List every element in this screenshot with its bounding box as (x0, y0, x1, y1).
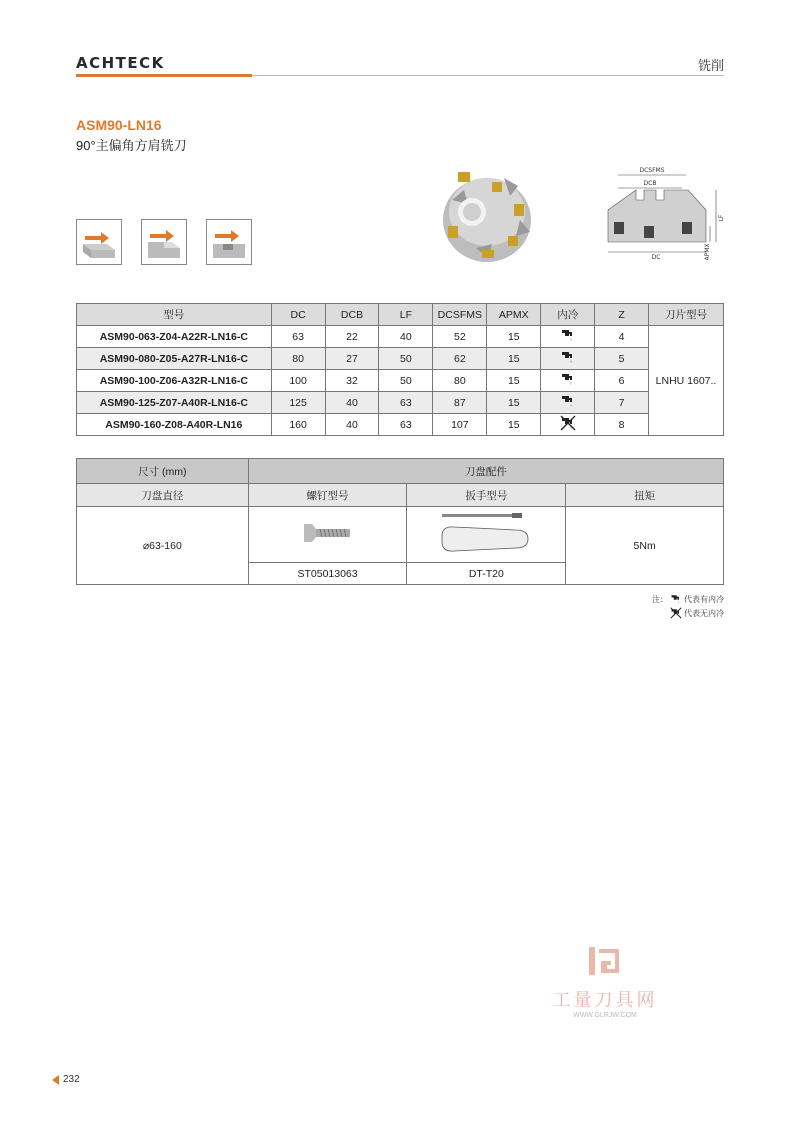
model-cell: ASM90-063-Z04-A22R-LN16-C (77, 326, 272, 348)
product-title: ASM90-LN16 (76, 117, 162, 133)
wrench-icon (407, 507, 566, 563)
insert-cell: LNHU 1607.. (649, 326, 724, 436)
z-cell: 4 (595, 326, 649, 348)
dcsfms-label: DCSFMS (639, 167, 665, 174)
dcb-cell: 27 (325, 348, 379, 370)
dcb-cell: 40 (325, 414, 379, 436)
col-header: LF (379, 304, 433, 326)
parts-table (76, 458, 724, 585)
col-diameter: 刀盘直径 (77, 484, 249, 507)
col-header: 内冷 (541, 304, 595, 326)
lf-cell: 50 (379, 348, 433, 370)
note-with-text: 代表有内冷 (684, 594, 724, 604)
watermark-logo (585, 945, 625, 977)
model-cell: ASM90-160-Z08-A40R-LN16 (77, 414, 272, 436)
dcsfms-cell: 62 (433, 348, 487, 370)
page-number (52, 1074, 80, 1085)
dcb-cell: 22 (325, 326, 379, 348)
dcb-cell: 40 (325, 392, 379, 414)
shoulder-milling-icon (141, 219, 187, 265)
header-accent-bar (76, 74, 252, 77)
col-screw: 螺钉型号 (248, 484, 407, 507)
note-prefix: 注： (652, 594, 668, 604)
apmx-cell: 15 (487, 392, 541, 414)
dc-cell: 63 (271, 326, 325, 348)
col-header: DC (271, 304, 325, 326)
col-wrench: 扳手型号 (407, 484, 566, 507)
internal-coolant-icon (670, 593, 682, 605)
watermark (540, 945, 670, 1019)
face-milling-icon (76, 219, 122, 265)
section-label: 铣削 (697, 58, 724, 73)
table-row (77, 348, 724, 370)
brand-logo: ACHTECK (76, 54, 165, 72)
note-without-coolant (670, 607, 724, 619)
dcsfms-cell: 80 (433, 370, 487, 392)
watermark-url: WWW.GLRJW.COM (573, 1012, 637, 1019)
internal-coolant-icon (541, 326, 595, 348)
wrench-cell: DT-T20 (407, 563, 566, 585)
dcsfms-cell: 52 (433, 326, 487, 348)
dc-cell: 125 (271, 392, 325, 414)
model-cell: ASM90-100-Z06-A32R-LN16-C (77, 370, 272, 392)
apmx-cell: 15 (487, 414, 541, 436)
no-internal-coolant-icon (670, 607, 682, 619)
dcb-cell: 32 (325, 370, 379, 392)
torque-cell: 5Nm (566, 507, 724, 585)
size-header: 尺寸 (mm) (77, 459, 249, 484)
table-row (77, 392, 724, 414)
screw-icon (248, 507, 407, 563)
lf-cell: 40 (379, 326, 433, 348)
product-subtitle: 90°主偏角方肩铣刀 (76, 138, 187, 153)
dc-label: DC (651, 254, 661, 260)
dc-cell: 160 (271, 414, 325, 436)
model-cell: ASM90-080-Z05-A27R-LN16-C (77, 348, 272, 370)
triangle-left-icon (52, 1075, 59, 1085)
spec-table (76, 303, 724, 436)
internal-coolant-icon (541, 392, 595, 414)
z-cell: 8 (595, 414, 649, 436)
lf-cell: 63 (379, 414, 433, 436)
z-cell: 6 (595, 370, 649, 392)
apmx-cell: 15 (487, 326, 541, 348)
dc-cell: 100 (271, 370, 325, 392)
table-row (77, 326, 724, 348)
watermark-text: 工量刀具网 (552, 990, 658, 1010)
milling-cutter-image (432, 160, 542, 270)
internal-coolant-icon (541, 370, 595, 392)
parts-header: 刀盘配件 (248, 459, 723, 484)
dcsfms-cell: 107 (433, 414, 487, 436)
screw-cell: ST05013063 (248, 563, 407, 585)
dcb-label: DCB (643, 180, 657, 187)
col-header: 刀片型号 (649, 304, 724, 326)
diameter-cell: ⌀63-160 (77, 507, 249, 585)
lf-cell: 50 (379, 370, 433, 392)
note-without-text: 代表无内冷 (684, 608, 724, 618)
dimension-drawing (596, 160, 726, 260)
table-row (77, 414, 724, 436)
table-row (77, 370, 724, 392)
no-internal-coolant-icon (541, 414, 595, 436)
model-cell: ASM90-125-Z07-A40R-LN16-C (77, 392, 272, 414)
col-header: DCSFMS (433, 304, 487, 326)
z-cell: 7 (595, 392, 649, 414)
apmx-label: APMX (704, 243, 711, 260)
apmx-cell: 15 (487, 348, 541, 370)
lf-label: LF (718, 214, 725, 222)
col-header: APMX (487, 304, 541, 326)
slot-milling-icon (206, 219, 252, 265)
note-with-coolant (652, 593, 724, 605)
page-number-text: 232 (63, 1074, 80, 1085)
lf-cell: 63 (379, 392, 433, 414)
internal-coolant-icon (541, 348, 595, 370)
dcsfms-cell: 87 (433, 392, 487, 414)
col-header: Z (595, 304, 649, 326)
apmx-cell: 15 (487, 370, 541, 392)
col-torque: 扭矩 (566, 484, 724, 507)
z-cell: 5 (595, 348, 649, 370)
col-header: DCB (325, 304, 379, 326)
col-header: 型号 (77, 304, 272, 326)
dc-cell: 80 (271, 348, 325, 370)
